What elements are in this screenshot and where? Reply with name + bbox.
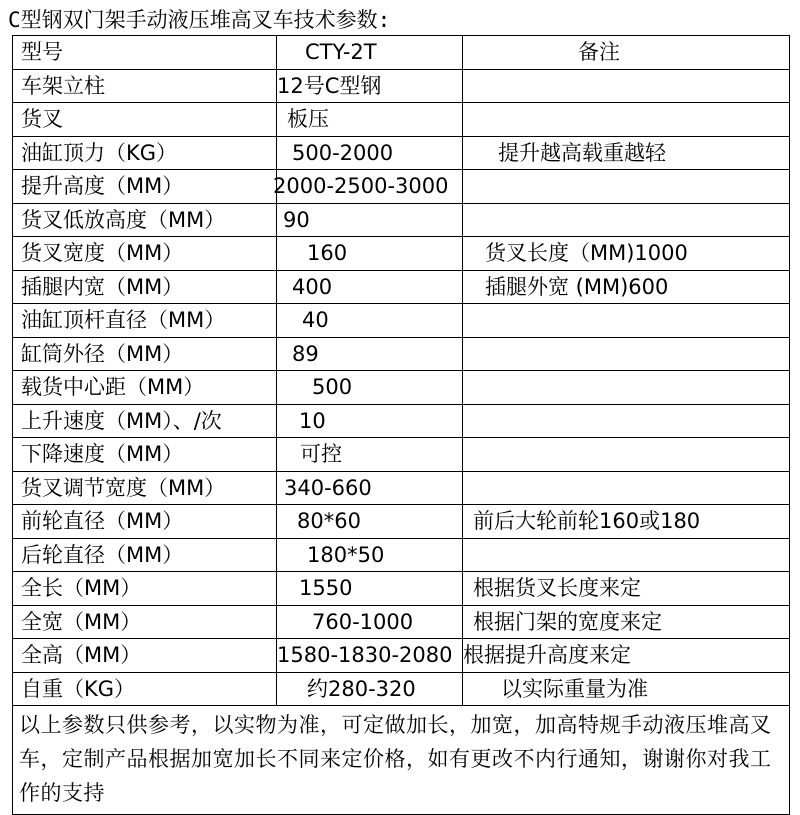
table-row [13, 672, 790, 706]
page-title: C型钢双门架手动液压堆高叉车技术参数: [8, 8, 391, 32]
param-label: 前轮直径（MM） [13, 505, 277, 539]
table-row [13, 639, 790, 673]
param-value-cell [277, 639, 463, 673]
table-row [13, 505, 790, 539]
param-remark-cell [463, 337, 790, 371]
param-label: 货叉 [13, 103, 277, 137]
param-value-cell [273, 170, 463, 204]
spec-table [12, 35, 790, 815]
param-value: 500-2000 [292, 140, 394, 165]
param-remark-cell [463, 538, 790, 572]
param-remark-cell [463, 605, 790, 639]
param-value-cell [277, 136, 463, 170]
param-remark: 根据门架的宽度来定 [473, 609, 662, 634]
header-remark [463, 36, 790, 70]
param-value: 约280-320 [307, 676, 416, 701]
param-value: 90 [283, 207, 310, 232]
param-value: 可控 [300, 442, 342, 467]
param-value: 板压 [287, 107, 329, 132]
param-remark-cell [463, 237, 790, 271]
table-row [13, 538, 790, 572]
param-label: 全宽（MM） [13, 605, 277, 639]
param-value-cell [277, 538, 463, 572]
param-value: 500 [312, 375, 353, 400]
header-value-text: CTY-2T [305, 40, 377, 65]
param-label: 油缸顶杆直径（MM） [13, 304, 277, 338]
param-value-cell [277, 572, 463, 606]
param-label: 后轮直径（MM） [13, 538, 277, 572]
param-value-cell [277, 304, 463, 338]
param-value: 40 [302, 308, 329, 333]
table-row [13, 404, 790, 438]
param-remark: 以实际重量为准 [501, 676, 648, 701]
param-label: 插腿内宽（MM） [13, 270, 277, 304]
param-remark-cell [463, 170, 790, 204]
param-value-cell [277, 337, 463, 371]
param-remark: 插腿外宽 (MM)600 [485, 274, 669, 299]
param-value: 160 [307, 241, 348, 266]
param-remark-cell [463, 371, 790, 405]
param-label: 提升高度（MM） [13, 170, 277, 204]
param-label: 货叉低放高度（MM） [13, 203, 277, 237]
param-value: 1550 [299, 576, 353, 601]
param-remark-cell [463, 639, 790, 673]
param-value: 400 [292, 274, 333, 299]
param-label: 车架立柱 [13, 69, 277, 103]
param-remark-cell [463, 270, 790, 304]
table-row [13, 337, 790, 371]
param-label: 油缸顶力（KG） [13, 136, 277, 170]
param-remark-cell [463, 404, 790, 438]
param-value-cell [277, 203, 463, 237]
param-label: 全长（MM） [13, 572, 277, 606]
param-label: 货叉调节宽度（MM） [13, 471, 277, 505]
header-remark-text: 备注 [578, 40, 620, 65]
param-remark-cell [463, 505, 790, 539]
param-value-cell [277, 103, 463, 137]
param-remark: 货叉长度（MM)1000 [485, 241, 688, 266]
param-label: 缸筒外径（MM） [13, 337, 277, 371]
param-remark-cell [463, 103, 790, 137]
param-value-cell [277, 672, 463, 706]
param-value: 12号C型钢 [277, 73, 382, 98]
table-row [13, 237, 790, 271]
param-remark-cell [463, 304, 790, 338]
param-label: 货叉宽度（MM） [13, 237, 277, 271]
param-value: 340-660 [284, 475, 372, 500]
header-model: 型号 [13, 36, 277, 70]
param-value: 89 [292, 341, 319, 366]
param-value: 1580-1830-2080 [277, 643, 453, 668]
table-row [13, 136, 790, 170]
param-value-cell [277, 69, 463, 103]
param-remark-cell [463, 136, 790, 170]
table-row [13, 438, 790, 472]
table-row [13, 605, 790, 639]
param-value-cell [277, 605, 463, 639]
param-remark: 提升越高载重越轻 [498, 140, 666, 165]
param-remark-cell [463, 572, 790, 606]
table-row [13, 471, 790, 505]
param-label: 上升速度（MM）、/次 [13, 404, 277, 438]
param-label: 载货中心距（MM） [13, 371, 277, 405]
param-remark-cell [463, 471, 790, 505]
param-value: 180*50 [307, 542, 385, 567]
param-remark-cell [463, 203, 790, 237]
param-label: 全高（MM） [13, 639, 277, 673]
param-label: 下降速度（MM） [13, 438, 277, 472]
param-remark: 根据货叉长度来定 [473, 576, 641, 601]
param-label: 自重（KG） [13, 672, 277, 706]
table-row [13, 572, 790, 606]
table-header-row [13, 36, 790, 70]
table-row [13, 371, 790, 405]
param-value-cell [277, 404, 463, 438]
header-value [277, 36, 463, 70]
footnote: 以上参数只供参考，以实物为准，可定做加长，加宽，加高特规手动液压堆高叉车，定制产品根据加宽加长不同来定价格，如有更改不内行通知，谢谢你对我工作的支持 [13, 706, 790, 815]
table-row [13, 69, 790, 103]
param-remark: 前后大轮前轮160或180 [473, 509, 701, 534]
param-value: 80*60 [297, 509, 361, 534]
param-value-cell [277, 438, 463, 472]
param-value: 10 [299, 408, 326, 433]
param-remark-cell [463, 672, 790, 706]
param-value-cell [277, 371, 463, 405]
table-row [13, 203, 790, 237]
param-value: 760-1000 [312, 609, 414, 634]
table-row [13, 103, 790, 137]
param-value-cell [277, 505, 463, 539]
param-value-cell [277, 237, 463, 271]
param-value-cell [277, 270, 463, 304]
table-row [13, 304, 790, 338]
table-row [13, 270, 790, 304]
param-remark-cell [463, 438, 790, 472]
param-value-cell [277, 471, 463, 505]
table-row [13, 170, 790, 204]
param-remark-cell [463, 69, 790, 103]
note-row [13, 706, 790, 815]
param-remark: 根据提升高度来定 [463, 643, 631, 668]
param-value: 2000-2500-3000 [273, 174, 449, 199]
